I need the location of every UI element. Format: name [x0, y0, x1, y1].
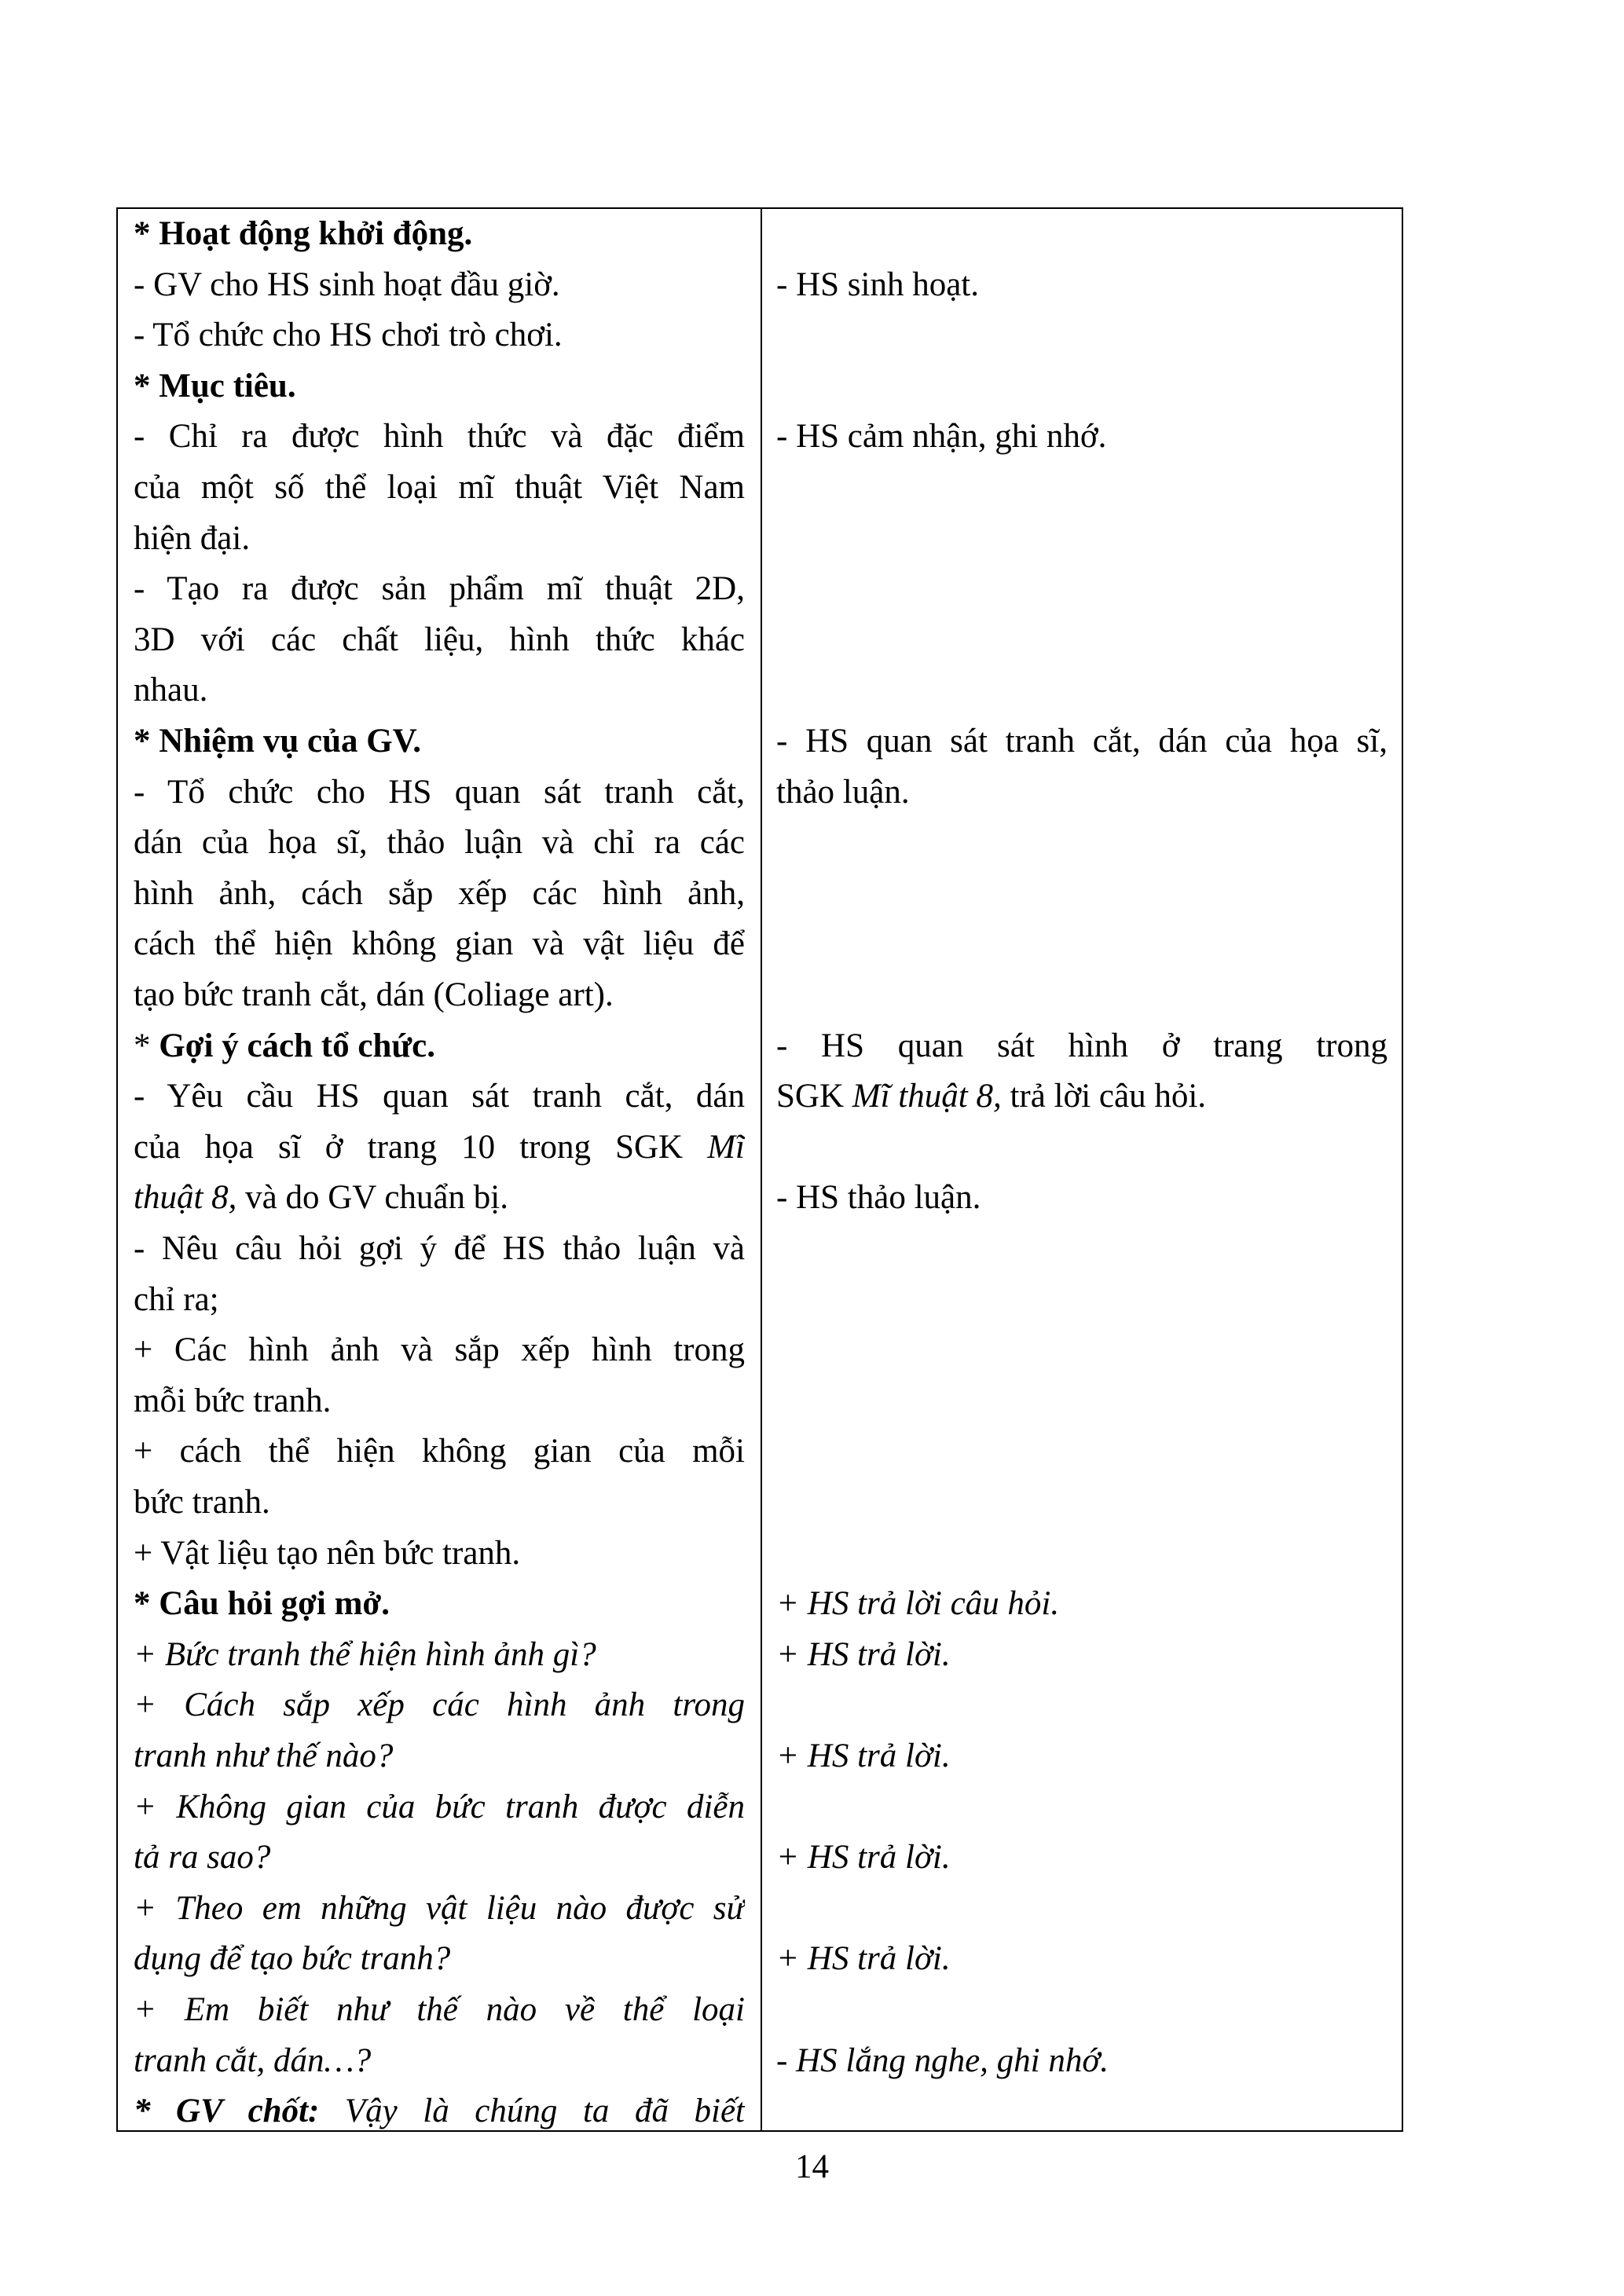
- text-run: - Tổ chức cho HS chơi trò chơi.: [134, 317, 563, 354]
- text-run: * Hoạt động khởi động.: [134, 215, 473, 252]
- text-run: dụng để tạo bức tranh?: [134, 1940, 451, 1978]
- right_column-line: [776, 716, 1388, 767]
- text-run: của một số thể loại mĩ thuật Việt Nam: [134, 469, 745, 506]
- text-run: Vậy là chúng ta đã biết: [319, 2093, 745, 2130]
- text-run: - Chỉ ra được hình thức và đặc điểm: [134, 418, 745, 456]
- text-run: + Bức tranh thể hiện hình ảnh gì?: [134, 1635, 596, 1673]
- left_column-line: [134, 514, 250, 564]
- text-run: + Các hình ảnh và sắp xếp hình trong: [134, 1331, 745, 1369]
- text-run: * Mục tiêu.: [134, 367, 296, 405]
- text-run: + HS trả lời.: [776, 1839, 951, 1877]
- text-run: Gợi ý cách tổ chức.: [159, 1027, 435, 1064]
- text-run: bức tranh.: [134, 1484, 270, 1521]
- text-run: + cách thể hiện không gian của mỗi: [134, 1433, 745, 1470]
- left_column-line: [134, 1934, 450, 1984]
- left_column-line: [134, 1884, 745, 1934]
- page-number: 14: [795, 2148, 829, 2185]
- left_column-line: [134, 1325, 745, 1375]
- text-run: hiện đại.: [134, 519, 251, 557]
- text-run: mỗi bức tranh.: [134, 1382, 332, 1419]
- left_column-line: [134, 1579, 390, 1629]
- left_column-line: [134, 260, 560, 310]
- text-run: tranh như thế nào?: [134, 1738, 394, 1774]
- left_column-line: [134, 970, 614, 1020]
- left_column-line: [134, 310, 563, 361]
- left_column-line: [134, 1122, 745, 1173]
- left_column-line: [134, 1275, 219, 1325]
- text-run: 3D với các chất liệu, hình thức khác: [134, 621, 745, 658]
- right_column-line: [776, 1021, 1388, 1071]
- text-run: của họa sĩ ở trang 10 trong SGK: [134, 1128, 708, 1166]
- text-run: + HS trả lời.: [776, 1940, 951, 1978]
- text-run: cách thể hiện không gian và vật liệu để: [134, 925, 745, 963]
- left_column-line: [134, 1021, 435, 1071]
- left_column-line: [134, 1173, 508, 1223]
- left_column-line: [134, 818, 745, 868]
- left_column-line: [134, 412, 745, 462]
- right_column-line: [776, 2036, 1109, 2086]
- student-activities-cell: [776, 209, 1388, 2130]
- text-run: - GV cho HS sinh hoạt đầu giờ.: [134, 265, 560, 303]
- text-run: - HS sinh hoạt.: [776, 265, 979, 303]
- left_column-line: [134, 2036, 371, 2086]
- text-run: tạo bức tranh cắt, dán (Coliage art).: [134, 976, 614, 1013]
- text-run: + Không gian của bức tranh được diễn: [134, 1788, 745, 1825]
- left_column-line: [134, 1782, 745, 1833]
- text-run: nhau.: [134, 672, 208, 709]
- left_column-line: [134, 665, 207, 716]
- teacher-activities-cell: [134, 209, 745, 2130]
- left_column-line: [134, 919, 745, 969]
- lesson-table: [116, 207, 1403, 2132]
- column-divider: [761, 209, 762, 2130]
- right_column-line: [776, 1579, 1059, 1629]
- text-run: - Nêu câu hỏi gợi ý để HS thảo luận và: [134, 1230, 745, 1267]
- text-run: - Tạo ra được sản phẩm mĩ thuật 2D,: [134, 570, 745, 608]
- text-run: - HS lắng nghe, ghi nhớ.: [776, 2041, 1109, 2079]
- left_column-line: [134, 1833, 270, 1883]
- left_column-line: [134, 1426, 745, 1477]
- left_column-line: [134, 463, 745, 513]
- left_column-line: [134, 716, 421, 767]
- text-run: * Nhiệm vụ của GV.: [134, 723, 421, 760]
- left_column-line: [134, 615, 745, 665]
- text-run: *: [134, 1027, 159, 1064]
- left_column-line: [134, 564, 745, 614]
- right_column-line: [776, 412, 1106, 462]
- text-run: chỉ ra;: [134, 1280, 219, 1318]
- right_column-line: [776, 260, 979, 310]
- text-run: dán của họa sĩ, thảo luận và chỉ ra các: [134, 824, 745, 862]
- text-run: + Cách sắp xếp các hình ảnh trong: [134, 1686, 745, 1724]
- left_column-line: [134, 1680, 745, 1730]
- right_column-line: [776, 1173, 981, 1223]
- right_column-line: [776, 767, 910, 818]
- text-run: - HS cảm nhận, ghi nhớ.: [776, 418, 1107, 456]
- left_column-line: [134, 1376, 331, 1426]
- text-run: hình ảnh, cách sắp xếp các hình ảnh,: [134, 874, 745, 912]
- left_column-line: [134, 1985, 745, 2035]
- text-run: - Yêu cầu HS quan sát tranh cắt, dán: [134, 1078, 745, 1115]
- text-run: tả ra sao?: [134, 1839, 271, 1877]
- left_column-line: [134, 1731, 393, 1782]
- right_column-line: [776, 1630, 951, 1680]
- text-run: * GV chốt:: [134, 2093, 320, 2130]
- text-run: + Vật liệu tạo nên bức tranh.: [134, 1534, 521, 1572]
- right_column-line: [776, 1833, 951, 1883]
- right_column-line: [776, 1071, 1206, 1122]
- text-run: Mĩ thuật 8,: [852, 1078, 1002, 1115]
- text-run: + HS trả lời.: [776, 1635, 951, 1673]
- text-run: * Câu hỏi gợi mở.: [134, 1585, 390, 1623]
- left_column-line: [134, 1529, 520, 1579]
- text-run: trả lời câu hỏi.: [1001, 1078, 1207, 1115]
- text-run: + HS trả lời.: [776, 1738, 951, 1774]
- text-run: + Theo em những vật liệu nào được sử: [134, 1889, 745, 1927]
- text-run: và do GV chuẩn bị.: [236, 1179, 508, 1217]
- text-run: thuật 8,: [134, 1179, 237, 1217]
- right_column-line: [776, 1934, 951, 1984]
- left_column-line: [134, 361, 296, 412]
- left_column-line: [134, 2086, 745, 2137]
- left_column-line: [134, 869, 745, 919]
- text-run: thảo luận.: [776, 773, 910, 811]
- left_column-line: [134, 1224, 745, 1274]
- left_column-line: [134, 767, 745, 818]
- text-run: + HS trả lời câu hỏi.: [776, 1585, 1060, 1623]
- text-run: tranh cắt, dán…?: [134, 2041, 372, 2079]
- left_column-line: [134, 1630, 596, 1680]
- text-run: SGK: [776, 1078, 852, 1115]
- text-run: - HS thảo luận.: [776, 1179, 981, 1217]
- left_column-line: [134, 209, 472, 259]
- text-run: Mĩ: [707, 1128, 745, 1166]
- right_column-line: [776, 1731, 951, 1782]
- text-run: - Tổ chức cho HS quan sát tranh cắt,: [134, 773, 745, 811]
- left_column-line: [134, 1478, 270, 1528]
- text-run: - HS quan sát hình ở trang trong: [776, 1027, 1388, 1064]
- text-run: - HS quan sát tranh cắt, dán của họa sĩ,: [776, 723, 1388, 760]
- left_column-line: [134, 1071, 745, 1122]
- text-run: + Em biết như thế nào về thể loại: [134, 1991, 745, 2028]
